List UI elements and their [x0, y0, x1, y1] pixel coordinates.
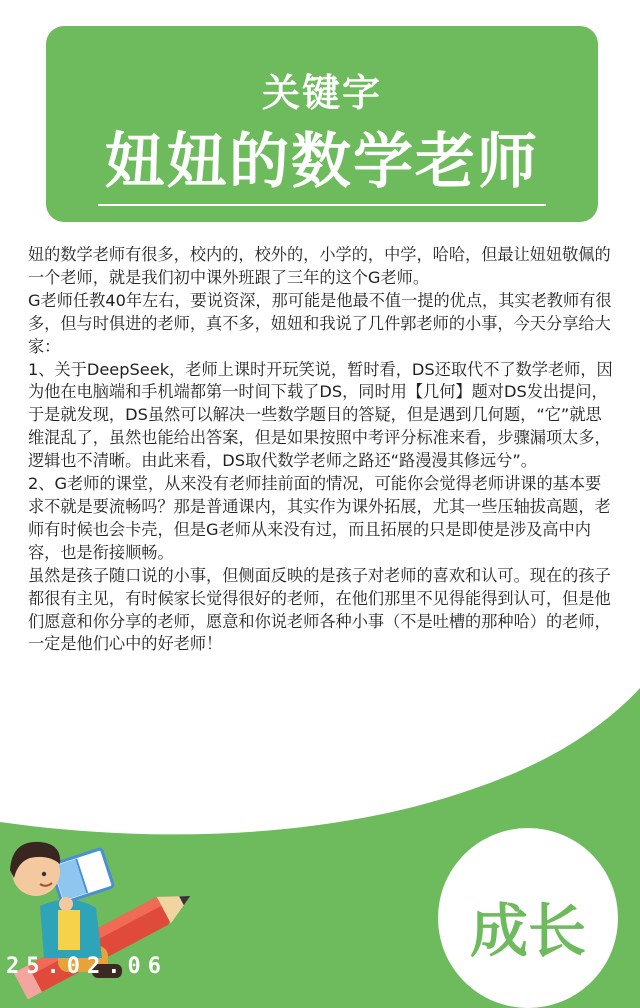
- article-paragraph: 妞的数学老师有很多，校内的，校外的，小学的，中学，哈哈，但最让妞妞敬佩的一个老师，就是我们初中课外班跟了三年的这个G老师。: [28, 245, 611, 287]
- article-paragraph: 2、G老师的课堂，从来没有老师挂前面的情况，可能你会觉得老师讲课的基本要求不就是要流畅吗？那是普通课内，其实作为课外拓展，尤其一些压轴拔高题，老师有时候也会卡壳，但是G老师从来没有过，而且拓展的只是即使是涉及高中内容，也是衔接顺畅。: [28, 474, 611, 562]
- header-kicker: 关键字: [261, 71, 382, 115]
- article-body: [28, 244, 614, 656]
- header-title: 妞妞的数学老师: [105, 127, 539, 197]
- growth-badge-label: 成长: [469, 897, 586, 965]
- date-stamp: 25.02.06: [6, 954, 168, 979]
- article-paragraph: 虽然是孩子随口说的小事，但侧面反映的是孩子对老师的喜欢和认可。现在的孩子都很有主见，有时候家长觉得很好的老师，在他们那里不见得能得到认可，但是他们愿意和你分享的老师，愿意和你说老师各种小事（不是吐槽的那种哈）的老师，一定是他们心中的好老师！: [28, 565, 611, 654]
- header-divider: [98, 204, 546, 206]
- header-card: [46, 26, 598, 222]
- article-paragraph: 1、关于DeepSeek，老师上课时开玩笑说，暂时看，DS还取代不了数学老师，因为他在电脑端和手机端都第一时间下载了DS，同时用【几何】题对DS发出提问，于是就发现，DS虽然可以解决一些数学题目的答疑，但是遇到几何题，“它”就思维混乱了，虽然也能给出答案，但是如果按照中考评分标准来看，步骤漏项太多，逻辑也不清晰。由此来看，DS取代数学老师之路还“路漫漫其修远兮”。: [28, 359, 613, 471]
- article-paragraph: G老师任教40年左右，要说资深，那可能是他最不值一提的优点，其实老教师有很多，但与时俱进的老师，真不多，妞妞和我说了几件郭老师的小事，今天分享给大家：: [28, 290, 612, 356]
- child-reading-on-pencil-icon: [0, 818, 210, 1008]
- growth-badge: [438, 828, 618, 1008]
